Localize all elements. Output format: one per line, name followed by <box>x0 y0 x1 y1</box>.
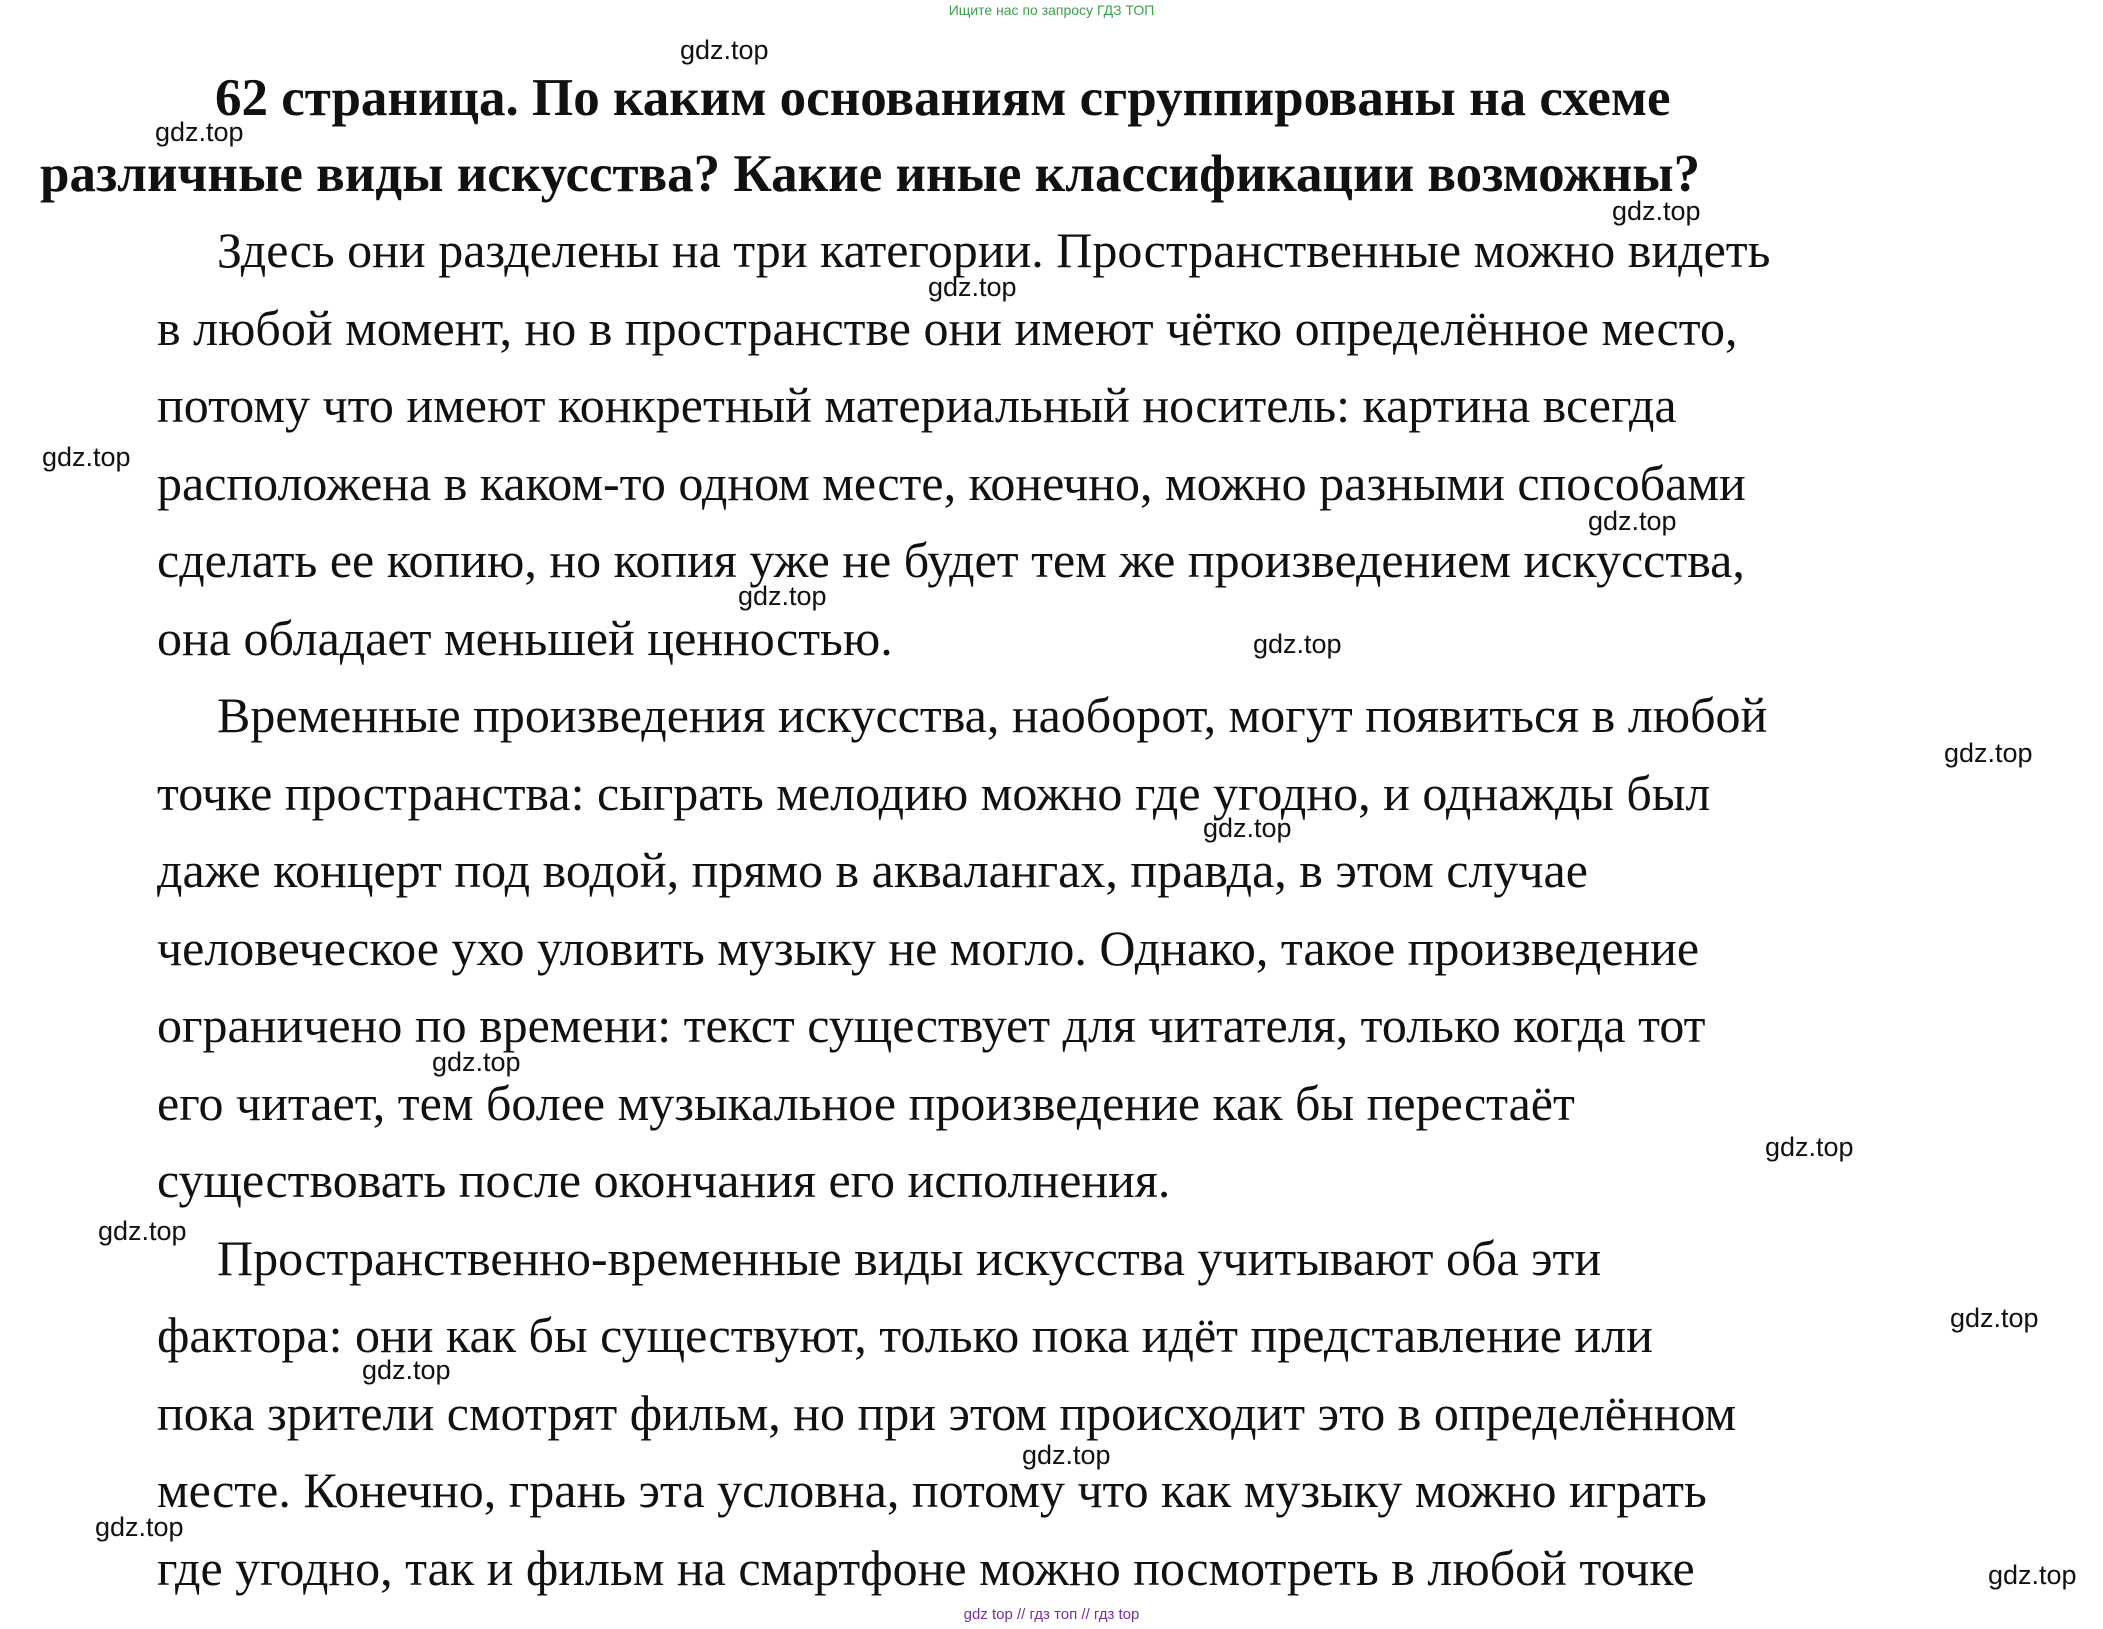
watermark: gdz.top <box>362 1355 451 1385</box>
watermark: gdz.top <box>1588 506 1677 536</box>
page-title <box>40 60 2080 212</box>
text-line: она обладает меньшей ценностью. <box>157 609 893 666</box>
paragraph-spatial <box>157 212 2057 677</box>
text-line: потому что имеют конкретный материальный носитель: картина всегда <box>157 377 1677 433</box>
text-line: где угодно, так и фильм на смартфоне можно посмотреть в любой точке <box>157 1539 1695 1596</box>
watermark: gdz.top <box>98 1216 187 1246</box>
watermark: gdz.top <box>928 272 1017 302</box>
text-line: даже концерт под водой, прямо в аквалангах, правда, в этом случае <box>157 842 1588 898</box>
answer-text <box>157 212 2057 1607</box>
title-line: 62 страница. По каким основаниям сгруппированы на схеме <box>215 69 1671 127</box>
footer-links: gdz top // гдз топ // гдз top <box>963 1606 1140 1623</box>
watermark: gdz.top <box>432 1047 521 1077</box>
text-line: ограничено по времени: текст существует для читателя, только когда тот <box>157 997 1706 1053</box>
watermark: gdz.top <box>1253 629 1342 659</box>
text-line: существовать после окончания его исполнения. <box>157 1152 1171 1208</box>
watermark: gdz.top <box>1612 196 1701 226</box>
watermark: gdz.top <box>1203 813 1292 843</box>
watermark: gdz.top <box>1022 1440 1111 1470</box>
text-line: расположена в каком-то одном месте, конечно, можно разными способами <box>157 454 1746 511</box>
text-line: точке пространства: сыграть мелодию можно где угодно, и однажды был <box>157 764 1711 821</box>
title-line: различные виды искусства? Какие иные классификации возможны? <box>40 145 1701 203</box>
paragraph-spatiotemporal <box>157 1220 2057 1608</box>
watermark: gdz.top <box>680 35 769 65</box>
text-line: сделать ее копию, но копия уже не будет тем же произведением искусства, <box>157 532 1745 588</box>
watermark: gdz.top <box>42 442 131 472</box>
watermark: gdz.top <box>1944 738 2033 768</box>
text-line: в любой момент, но в пространстве они имеют чётко определённое место, <box>157 299 1738 356</box>
watermark: gdz.top <box>95 1512 184 1542</box>
text-line: человеческое ухо уловить музыку не могло. Однако, такое произведение <box>157 919 1700 976</box>
text-line: Здесь они разделены на три категории. Пространственные можно видеть <box>217 222 1771 278</box>
top-banner: Ищите нас по запросу ГДЗ ТОП <box>948 2 1155 18</box>
watermark: gdz.top <box>155 117 244 147</box>
watermark: gdz.top <box>1950 1303 2039 1333</box>
text-line: Пространственно-временные виды искусства учитывают оба эти <box>217 1229 1602 1286</box>
watermark: gdz.top <box>1765 1132 1854 1162</box>
text-line: месте. Конечно, грань эта условна, потому что как музыку можно играть <box>157 1462 1707 1518</box>
text-line: фактора: они как бы существуют, только пока идёт представление или <box>157 1307 1653 1363</box>
text-line: пока зрители смотрят фильм, но при этом происходит это в определённом <box>157 1384 1737 1441</box>
text-line: Временные произведения искусства, наоборот, могут появиться в любой <box>217 687 1768 743</box>
watermark: gdz.top <box>738 581 827 611</box>
watermark: gdz.top <box>1988 1560 2077 1590</box>
text-line: его читает, тем более музыкальное произведение как бы перестаёт <box>157 1074 1575 1131</box>
